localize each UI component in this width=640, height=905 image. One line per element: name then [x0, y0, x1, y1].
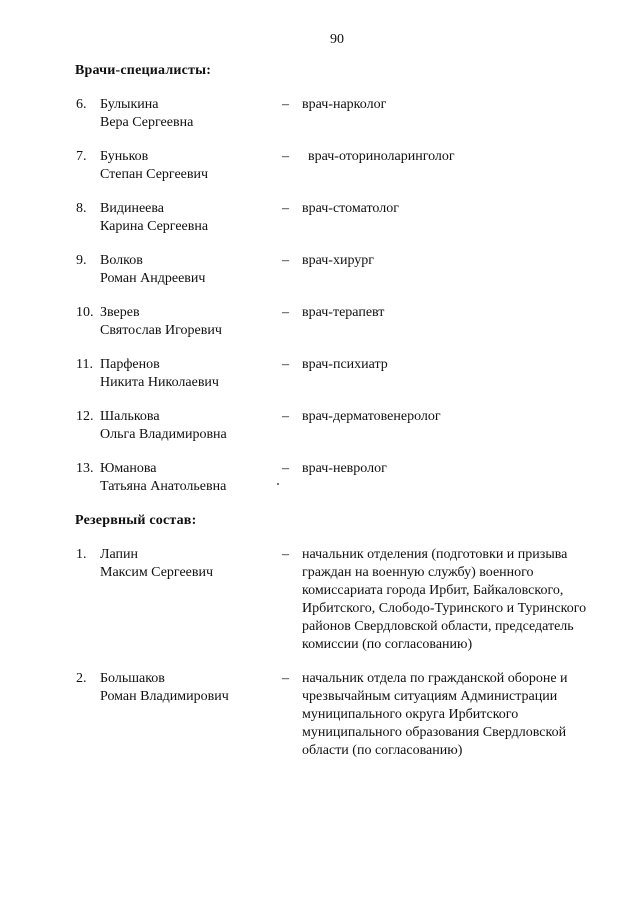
item-name: [100, 356, 282, 392]
list-item: [76, 96, 640, 132]
page-number: 90: [330, 32, 344, 47]
item-surname: Видинеева: [100, 201, 165, 216]
item-number: 11.: [76, 357, 93, 372]
dash-separator: –: [282, 357, 289, 372]
item-given-name: Степан Сергеевич: [100, 167, 209, 182]
list-item: [76, 200, 640, 236]
item-name: [100, 96, 282, 132]
item-role: врач-хирург: [302, 253, 375, 268]
item-role: начальник отдела по гражданской обороне и чрезвычайным ситуациям Администрации муниципального округа Ирбитского муниципального образования Свердловской области (по согласованию): [302, 671, 568, 758]
list-item: [76, 670, 640, 760]
dash-separator: –: [282, 201, 289, 216]
item-given-name: Роман Андреевич: [100, 271, 206, 286]
item-surname: Булыкина: [100, 97, 159, 112]
dash-separator: –: [282, 305, 289, 320]
section-heading-specialists: Врачи-специалисты:: [75, 63, 212, 78]
item-number: 1.: [76, 547, 87, 562]
item-role: врач-оториноларинголог: [308, 149, 455, 164]
item-given-name: Татьяна Анатольевна: [100, 479, 227, 494]
dash-separator: –: [282, 409, 289, 424]
dash-separator: –: [282, 547, 289, 562]
item-name: [100, 460, 282, 496]
list-item: [76, 408, 640, 444]
dash-separator: –: [282, 461, 289, 476]
item-surname: Парфенов: [100, 357, 160, 372]
item-surname: Большаков: [100, 671, 165, 686]
item-role: начальник отделения (подготовки и призыва граждан на военную службу) военного комиссариата города Ирбит, Байкаловского, Ирбитского, Слободо-Туринского и Туринского районов Свердловской области, председатель комиссии (по согласованию): [302, 547, 587, 652]
item-name: [100, 200, 282, 236]
item-surname: Юманова: [100, 461, 157, 476]
list-item: [76, 252, 640, 288]
item-number: 6.: [76, 97, 87, 112]
item-number: 7.: [76, 149, 87, 164]
item-name: [100, 304, 282, 340]
item-given-name: Карина Сергеевна: [100, 219, 209, 234]
dash-separator: –: [282, 97, 289, 112]
item-name: [100, 148, 282, 184]
item-role: врач-невролог: [302, 461, 387, 476]
list-item: [76, 356, 640, 392]
item-role: врач-дерматовенеролог: [302, 409, 441, 424]
item-role: врач-нарколог: [302, 97, 387, 112]
list-item: [76, 148, 640, 184]
item-role: врач-психиатр: [302, 357, 388, 372]
item-surname: Шалькова: [100, 409, 160, 424]
item-given-name: Ольга Владимировна: [100, 427, 227, 442]
item-number: 8.: [76, 201, 87, 216]
item-name: [100, 546, 282, 582]
item-surname: Лапин: [100, 547, 139, 562]
item-role: врач-стоматолог: [302, 201, 399, 216]
list-item: [76, 304, 640, 340]
section-heading-reserve: Резервный состав:: [75, 513, 197, 528]
dash-separator: –: [282, 253, 289, 268]
item-name: [100, 408, 282, 444]
item-surname: Зверев: [100, 305, 140, 320]
dash-separator: –: [282, 671, 289, 686]
item-given-name: Вера Сергеевна: [100, 115, 194, 130]
item-number: 9.: [76, 253, 87, 268]
dash-separator: –: [282, 149, 289, 164]
item-given-name: Святослав Игоревич: [100, 323, 222, 338]
list-item: [76, 460, 640, 496]
list-item: [76, 546, 640, 654]
item-role: врач-терапевт: [302, 305, 385, 320]
item-given-name: Роман Владимирович: [100, 689, 229, 704]
item-number: 12.: [76, 409, 94, 424]
item-number: 10.: [76, 305, 94, 320]
item-surname: Буньков: [100, 149, 149, 164]
item-number: 13.: [76, 461, 94, 476]
item-given-name: Максим Сергеевич: [100, 565, 214, 580]
item-number: 2.: [76, 671, 87, 686]
item-given-name: Никита Николаевич: [100, 375, 219, 390]
item-name: [100, 252, 282, 288]
item-surname: Волков: [100, 253, 143, 268]
scan-artifact-dot: [277, 483, 279, 485]
item-name: [100, 670, 282, 706]
